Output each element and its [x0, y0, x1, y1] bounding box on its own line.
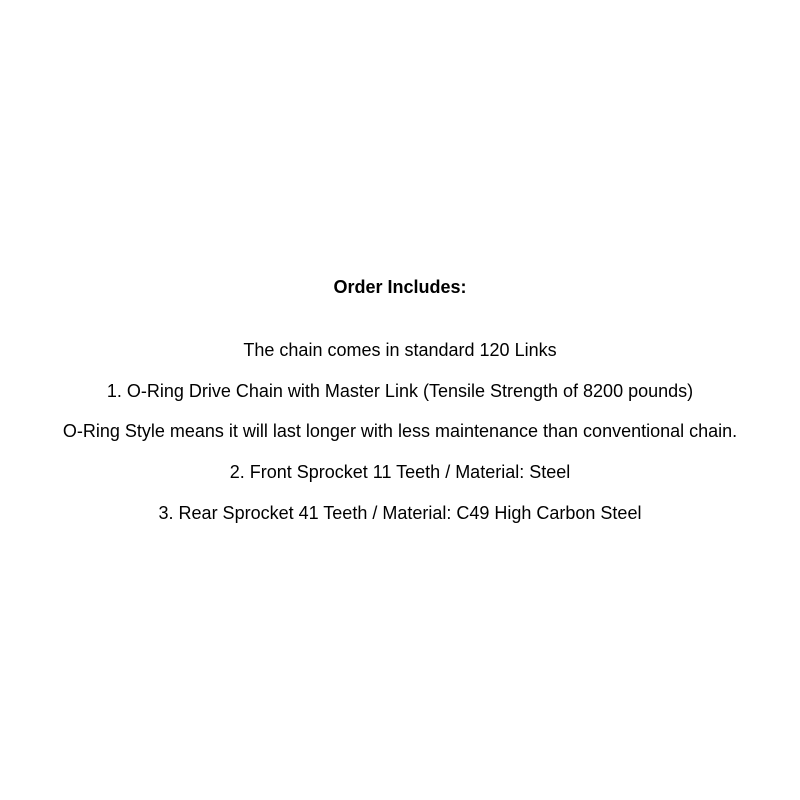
order-includes-heading: Order Includes:	[333, 277, 467, 297]
chain-links-text: The chain comes in standard 120 Links	[243, 340, 557, 360]
rear-sprocket-item: 3. Rear Sprocket 41 Teeth / Material: C49 High Carbon Steel	[158, 503, 642, 523]
o-ring-style-note: O-Ring Style means it will last longer with less maintenance than conventional chain.	[62, 421, 738, 441]
drive-chain-item: 1. O-Ring Drive Chain with Master Link (Tensile Strength of 8200 pounds)	[106, 381, 694, 401]
front-sprocket-item: 2. Front Sprocket 11 Teeth / Material: Steel	[229, 462, 571, 482]
